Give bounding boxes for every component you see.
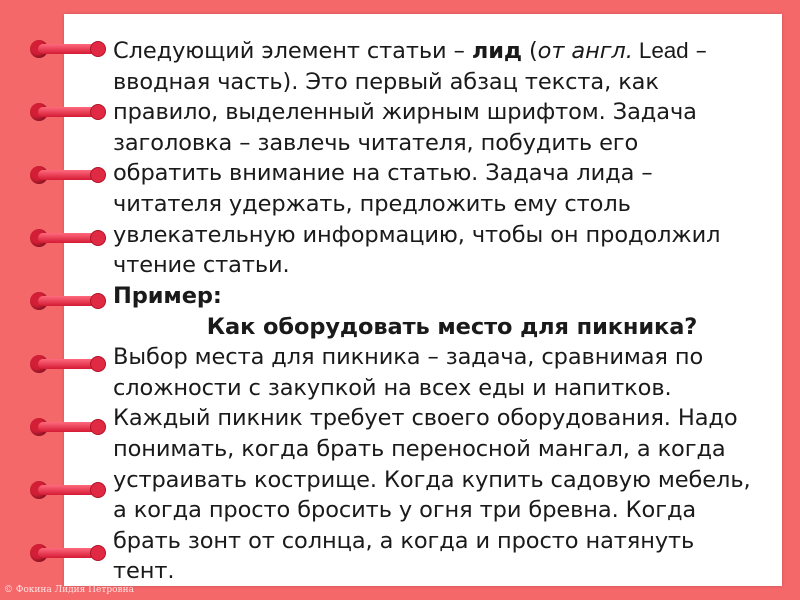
example-block bbox=[113, 281, 753, 587]
spiral-ring bbox=[30, 294, 100, 308]
intro-paren: ( bbox=[521, 38, 538, 64]
spiral-ring bbox=[30, 546, 100, 560]
term-lead: лид bbox=[471, 38, 522, 64]
english-term: Lead bbox=[632, 38, 689, 63]
spiral-ring bbox=[30, 483, 100, 497]
example-label: Пример: bbox=[113, 283, 222, 309]
intro-text-start: Следующий элемент статьи – bbox=[113, 38, 472, 64]
example-body: Выбор места для пикника – задача, сравнимая по сложности с закупкой на всех еды и напитков. Каждый пикник требует своего оборудования. Надо понимать, когда брать переносной мангал, а когда устраивать кострище. Когда купить садовую мебель, а когда просто бросить у огня три бревна. Когда брать зонт от солнца, а когда и просто натянуть тент. bbox=[113, 344, 751, 585]
intro-text-rest: – вводная часть). Это первый абзац текста, как правило, выделенный жирным шрифтом. Задача заголовка – завлечь читателя, побудить его обратить внимание на статью. Задача лида – читателя удержать, предложить ему столь увлекательную информацию, чтобы он продолжил чтение статьи. bbox=[113, 38, 721, 279]
spiral-ring bbox=[30, 231, 100, 245]
spiral-ring bbox=[30, 420, 100, 434]
example-heading: Как оборудовать место для пикника? bbox=[206, 313, 698, 340]
copyright-note: © Фокина Лидия Петровна bbox=[4, 585, 134, 595]
origin-note: от англ. bbox=[537, 38, 633, 64]
spiral-ring bbox=[30, 105, 100, 119]
spiral-ring bbox=[30, 42, 100, 56]
spiral-ring bbox=[30, 168, 100, 182]
spiral-ring bbox=[30, 357, 100, 371]
intro-paragraph bbox=[113, 36, 753, 281]
